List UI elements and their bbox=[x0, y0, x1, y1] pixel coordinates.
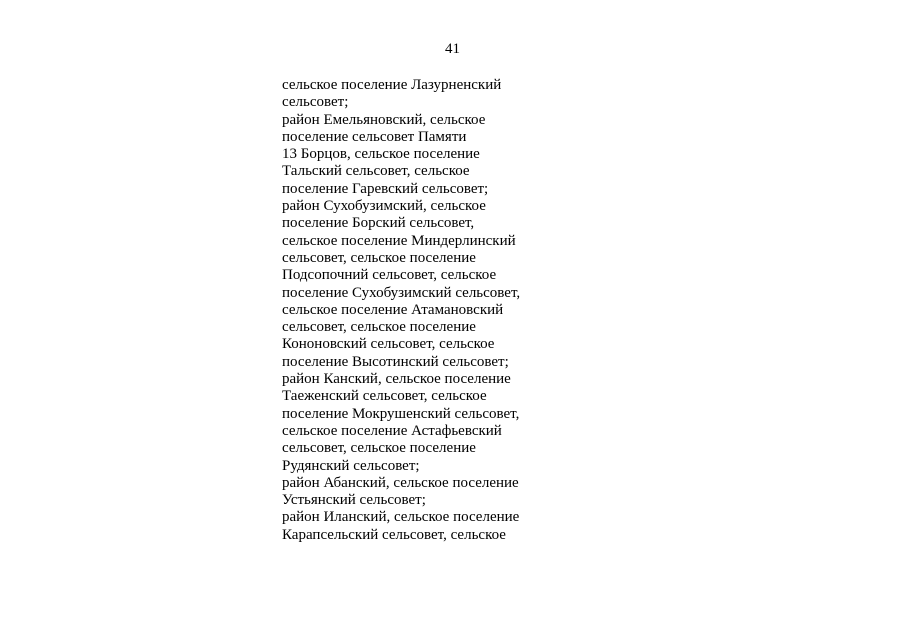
text-line: район Иланский, сельское поселение bbox=[282, 509, 520, 526]
text-line: сельское поселение Миндерлинский bbox=[282, 232, 516, 249]
text-line: район Абанский, сельское поселение bbox=[282, 474, 519, 491]
text-line: Тальский сельсовет, сельское bbox=[282, 163, 470, 180]
text-line: сельское поселение Астафьевский bbox=[282, 422, 502, 439]
text-line: сельсовет; bbox=[282, 94, 349, 111]
text-line: район Канский, сельское поселение bbox=[282, 371, 511, 388]
text-line: сельсовет, сельское поселение bbox=[282, 319, 476, 336]
text-line: поселение Мокрушенский сельсовет, bbox=[282, 405, 520, 422]
text-line: поселение Сухобузимский сельсовет, bbox=[282, 284, 521, 301]
text-line: сельское поселение Атамановский bbox=[282, 301, 504, 318]
text-line: поселение сельсовет Памяти bbox=[282, 128, 467, 145]
text-line: Рудянский сельсовет; bbox=[282, 457, 420, 474]
text-line: поселение Борский сельсовет, bbox=[282, 215, 475, 232]
text-line: сельское поселение Лазурненский bbox=[282, 77, 502, 93]
text-line: Карапсельский сельсовет, сельское bbox=[282, 526, 506, 543]
text-line: Таеженский сельсовет, сельское bbox=[282, 388, 487, 405]
text-column bbox=[282, 77, 582, 544]
text-line: сельсовет, сельское поселение bbox=[282, 249, 476, 266]
text-line: Кононовский сельсовет, сельское bbox=[282, 336, 495, 353]
text-line: район Сухобузимский, сельское bbox=[282, 198, 486, 215]
text-line: поселение Гаревский сельсовет; bbox=[282, 180, 489, 197]
text-line: 13 Борцов, сельское поселение bbox=[282, 146, 480, 163]
text-line: Устьянский сельсовет; bbox=[282, 492, 426, 509]
page-number: 41 bbox=[445, 41, 460, 57]
text-line: Подсопочний сельсовет, сельское bbox=[282, 267, 497, 284]
text-line: район Емельяновский, сельское bbox=[282, 111, 486, 128]
text-line: сельсовет, сельское поселение bbox=[282, 440, 476, 457]
text-line: поселение Высотинский сельсовет; bbox=[282, 353, 509, 370]
